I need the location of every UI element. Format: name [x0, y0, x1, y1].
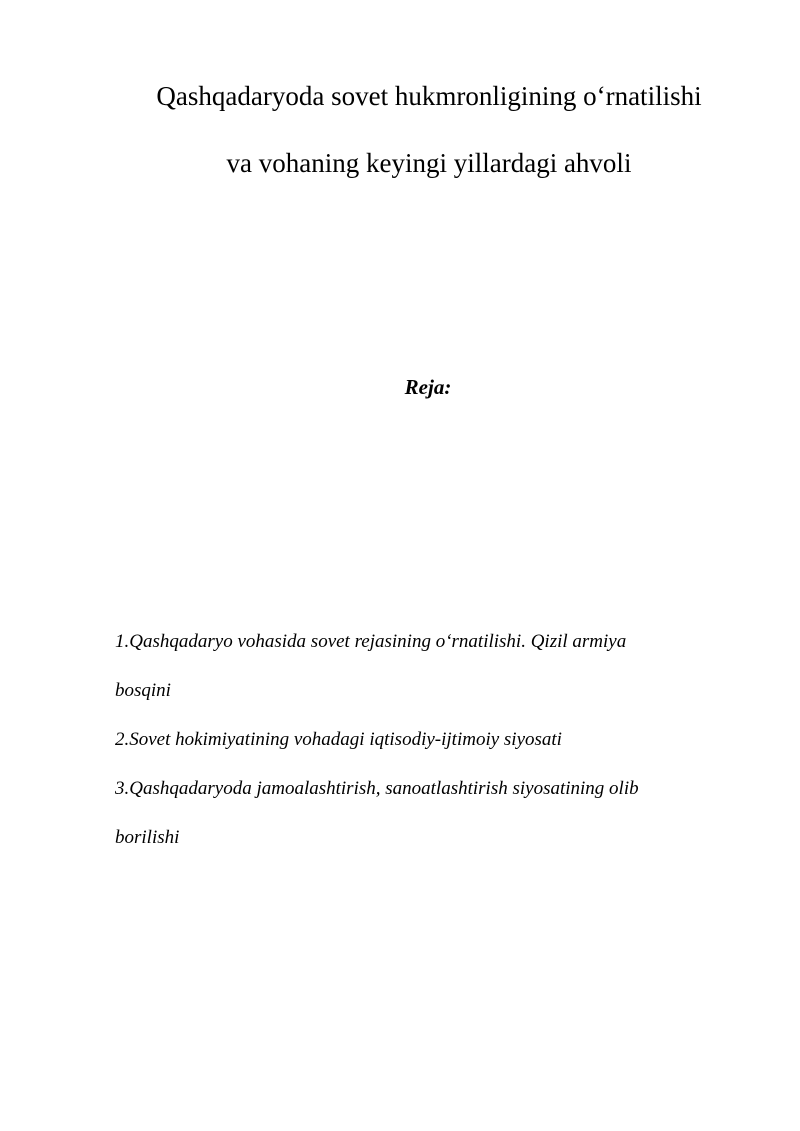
document-title-line-1: Qashqadaryoda sovet hukmronligining o‘rnatilishi [156, 81, 702, 111]
plan-item-2-line-1: 2.Sovet hokimiyatining vohadagi iqtisodiy-ijtimoiy siyosati [115, 729, 562, 750]
plan-item-1 [115, 617, 735, 715]
plan-item-1-line-2: bosqini [115, 680, 171, 701]
plan-list [115, 617, 735, 862]
plan-item-1-line-1: 1.Qashqadaryo vohasida sovet rejasining o‘rnatilishi. Qizil armiya [115, 631, 627, 652]
plan-item-2 [115, 715, 735, 764]
document-title-line-2: va vohaning keyingi yillardagi ahvoli [226, 148, 632, 178]
plan-item-3-line-2: borilishi [115, 827, 180, 848]
plan-item-3-line-1: 3.Qashqadaryoda jamoalashtirish, sanoatlashtirish siyosatining olib [115, 778, 639, 799]
plan-heading: Reja: [404, 375, 452, 399]
plan-item-3 [115, 764, 735, 862]
